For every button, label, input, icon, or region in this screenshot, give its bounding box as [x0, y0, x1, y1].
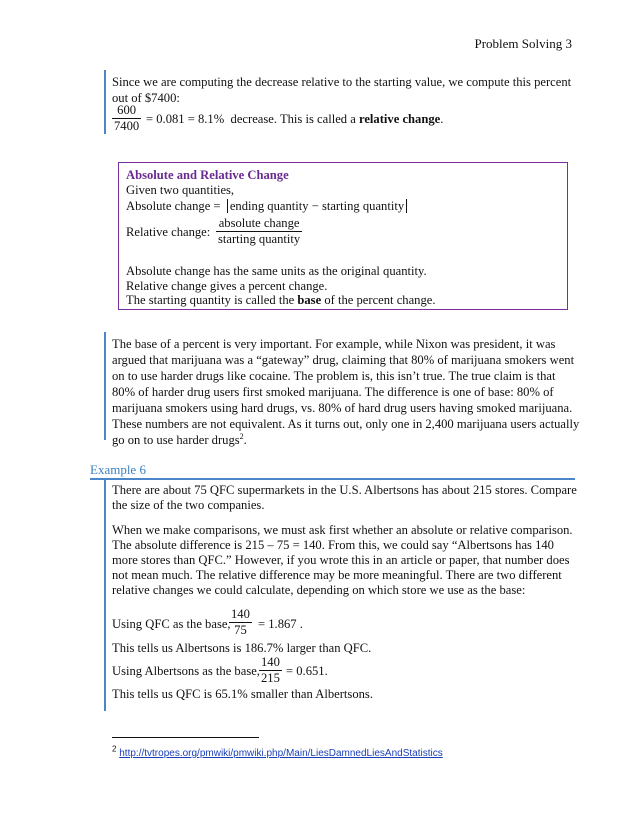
absolute-change-expression: ending quantity − starting quantity	[227, 199, 407, 213]
footnote-separator	[112, 737, 259, 738]
footnote-mark: 2	[112, 744, 117, 754]
box-note-3-end: of the percent change.	[321, 293, 436, 307]
relative-change-fraction	[216, 216, 302, 247]
example-p2-line: more stores than QFC.” However, if you wrote this in an article or paper, that number does	[112, 553, 570, 567]
paragraph-line: 80% of harder drug users first smoked marijuana. The difference is one of base: 80% of	[112, 385, 554, 399]
box-note-3	[126, 292, 436, 308]
paragraph-line: The base of a percent is very important. For example, while Nixon was president, it was	[112, 337, 556, 351]
albertsons-fraction-denominator: 215	[261, 671, 280, 685]
footnote-reference[interactable]: 2	[239, 431, 244, 441]
intro-fraction	[112, 103, 141, 134]
relative-change-term: relative change	[358, 112, 441, 126]
paragraph-line: marijuana smokers using hard drugs, vs. 80% of hard drug users having smoked marijuana.	[112, 401, 573, 415]
paragraph-margin-bar	[104, 332, 106, 440]
albertsons-base-label: Using Albertsons as the base,	[112, 664, 260, 678]
paragraph-line: These numbers are not equivalent. As it turns out, only one in 2,400 marijuana users actually	[112, 417, 580, 431]
paragraph-line: on to use harder drugs like cocaine. The problem is, this isn’t true. The true claim is that	[112, 369, 556, 383]
example-title-rule	[90, 478, 575, 480]
intro-period: .	[440, 112, 444, 126]
qfc-note: This tells us Albertsons is 186.7% larger than QFC.	[112, 641, 372, 655]
albertsons-fraction-numerator: 140	[261, 655, 280, 669]
example-p2-line: relative changes we could calculate, depending on which store we use as the base:	[112, 583, 526, 597]
absolute-change-formula	[126, 198, 407, 214]
qfc-result: = 1.867 .	[258, 617, 303, 631]
paragraph-last-line	[112, 432, 247, 448]
intro-fraction-denominator: 7400	[114, 119, 140, 133]
absolute-change-label: Absolute change =	[126, 199, 221, 213]
example-p2-line: When we make comparisons, we must ask first whether an absolute or relative comparison.	[112, 523, 573, 537]
relative-change-label: Relative change:	[126, 225, 211, 239]
intro-margin-bar	[104, 70, 106, 134]
box-given: Given two quantities,	[126, 183, 235, 197]
page-header: Problem Solving 3	[474, 36, 572, 51]
paragraph-line: argued that marijuana was a “gateway” drug, claiming that 80% of marijuana smokers went	[112, 353, 575, 367]
example-p2-line: The absolute difference is 215 – 75 = 140. From this, we could say “Albertsons has 140	[112, 538, 554, 552]
intro-equation-value: = 0.081 = 8.1%	[146, 112, 225, 126]
footnote-link[interactable]: http://tvtropes.org/pmwiki/pmwiki.php/Main/LiesDamnedLiesAndStatistics	[119, 748, 443, 759]
example-p1-line: the size of the two companies.	[112, 498, 265, 512]
relative-change-numerator: absolute change	[216, 216, 302, 232]
albertsons-result: = 0.651.	[286, 664, 328, 678]
example-p1-line: There are about 75 QFC supermarkets in the U.S. Albertsons has about 215 stores. Compare	[112, 483, 577, 497]
qfc-fraction	[229, 607, 252, 638]
box-note-3-start: The starting quantity is called the	[126, 293, 298, 307]
paragraph-last-text: go on to use harder drugs	[112, 433, 240, 447]
example-title: Example 6	[90, 462, 146, 477]
qfc-fraction-denominator: 75	[234, 623, 247, 637]
intro-line-1: Since we are computing the decrease relative to the starting value, we compute this percent	[112, 75, 572, 89]
paragraph-last-period: .	[243, 433, 247, 447]
intro-fraction-numerator: 600	[112, 103, 141, 119]
albertsons-fraction	[259, 655, 282, 686]
base-term: base	[297, 293, 322, 307]
qfc-fraction-numerator: 140	[231, 607, 250, 621]
definition-box-title: Absolute and Relative Change	[126, 168, 289, 182]
box-note-2: Relative change gives a percent change.	[126, 279, 328, 293]
relative-change-denominator: starting quantity	[218, 232, 301, 246]
intro-after-text: decrease. This is called a	[230, 112, 359, 126]
box-note-1: Absolute change has the same units as the original quantity.	[126, 264, 427, 278]
intro-line-2: out of $7400:	[112, 91, 180, 105]
intro-equation	[146, 111, 443, 127]
qfc-base-label: Using QFC as the base,	[112, 617, 231, 631]
footnote	[112, 746, 443, 762]
example-p2-line: not mean much. The relative difference may be more meaningful. There are two different	[112, 568, 562, 582]
albertsons-note: This tells us QFC is 65.1% smaller than Albertsons.	[112, 687, 373, 701]
example-margin-bar	[104, 479, 106, 711]
